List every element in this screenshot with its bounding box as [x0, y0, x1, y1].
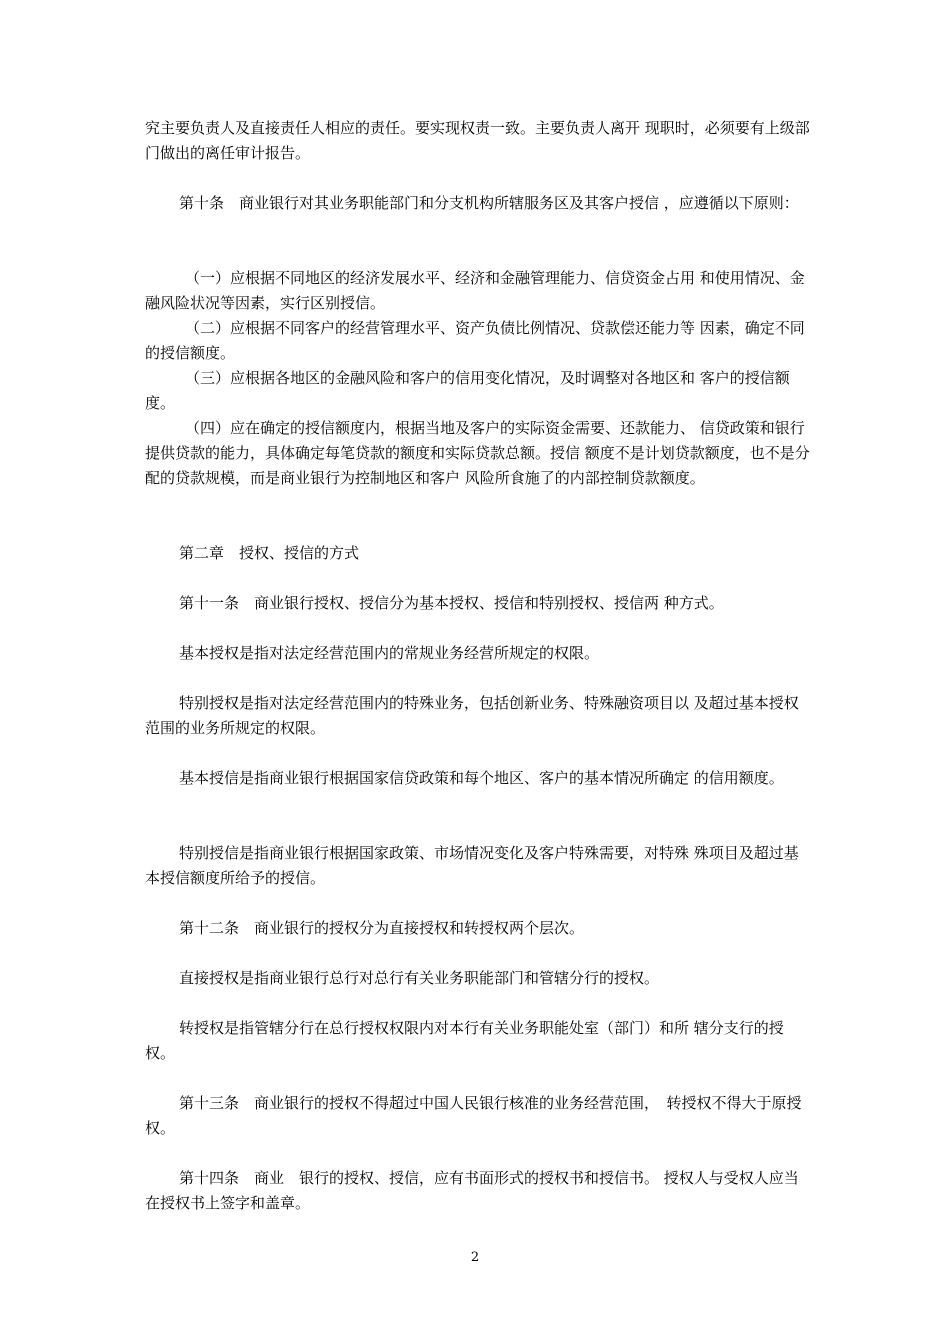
paragraph-responsibility: 究主要负责人及直接责任人相应的责任。要实现权责一致。主要负责人离开 现职时，必须要有上级部门做出的离任审计报告。 [145, 119, 810, 162]
paragraph-principle-4: （四）应在确定的授信额度内，根据当地及客户的实际资金需要、还款能力、 信贷政策和银行提供贷款的能力，具体确定每笔贷款的额度和实际贷款总额。授信 额度不是计划贷款额度，也不是分配的贷款规模，而是商业银行为控制地区和客户 风险所食施了的内部控制贷款额度。 [145, 419, 810, 487]
paragraph-sub-authorization: 转授权是指管辖分行在总行授权权限内对本行有关业务职能处室（部门）和所 辖分支行的授权。 [145, 1019, 784, 1062]
page-number: 2 [470, 1250, 480, 1265]
paragraph-article-14: 第十四条 商业 银行的授权、授信，应有书面形式的授权书和授信书。 授权人与受权人应当在授权书上签字和盖章。 [145, 1169, 799, 1212]
paragraph-principle-3: （三）应根据各地区的金融风险和客户的信用变化情况，及时调整对各地区和 客户的授信额度。 [145, 369, 790, 412]
paragraph-principle-1: （一）应根据不同地区的经济发展水平、经济和金融管理能力、信贷资金占用 和使用情况、金融风险状况等因素，实行区别授信。 [145, 269, 805, 312]
paragraph-special-authorization: 特别授权是指对法定经营范围内的特殊业务，包括创新业务、特殊融资项目以 及超过基本授权范围的业务所规定的权限。 [145, 694, 799, 737]
paragraph-basic-authorization: 基本授权是指对法定经营范围内的常规业务经营所规定的权限。 [179, 644, 600, 662]
paragraph-basic-credit: 基本授信是指商业银行根据国家信贷政策和每个地区、客户的基本情况所确定 的信用额度。 [179, 769, 784, 787]
paragraph-special-credit: 特别授信是指商业银行根据国家政策、市场情况变化及客户特殊需要，对特殊 殊项目及超过基本授信额度所给予的授信。 [145, 844, 799, 887]
paragraph-article-13: 第十三条 商业银行的授权不得超过中国人民银行核准的业务经营范围， 转授权不得大于原授权。 [145, 1094, 802, 1137]
chapter-2-heading: 第二章 授权、授信的方式 [179, 544, 360, 562]
paragraph-direct-authorization: 直接授权是指商业银行总行对总行有关业务职能部门和管辖分行的授权。 [179, 969, 660, 987]
paragraph-article-11: 第十一条 商业银行授权、授信分为基本授权、授信和特别授权、授信两 种方式。 [179, 594, 724, 612]
paragraph-principle-2: （二）应根据不同客户的经营管理水平、资产负债比例情况、贷款偿还能力等 因素，确定不同的授信额度。 [145, 319, 805, 362]
paragraph-article-10: 第十条 商业银行对其业务职能部门和分支机构所辖服务区及其客户授信 ，应遵循以下原则： [179, 194, 799, 212]
paragraph-article-12: 第十二条 商业银行的授权分为直接授权和转授权两个层次。 [179, 919, 585, 937]
